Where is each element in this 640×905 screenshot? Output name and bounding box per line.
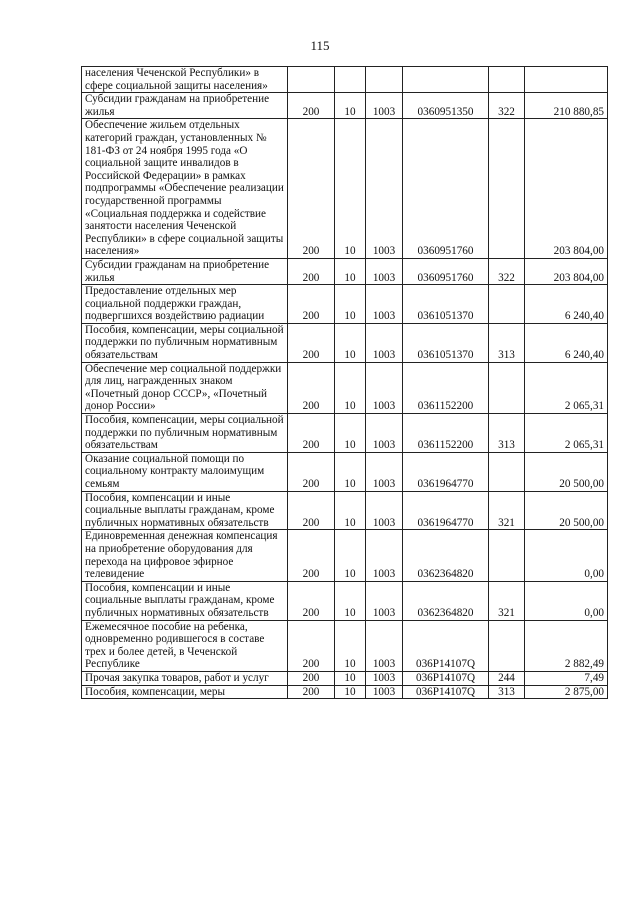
amount-cell: 2 065,31 [525,414,608,453]
expense-type-cell [489,530,525,581]
admin-code-cell: 200 [288,258,335,284]
section-code-cell: 10 [335,323,366,362]
subsection-code-cell: 1003 [366,620,403,671]
amount-cell: 6 240,40 [525,323,608,362]
expense-name-cell: Субсидии гражданам на приобретение жилья [82,93,288,119]
amount-cell [525,67,608,93]
expense-name-cell: Единовременная денежная компенсация на приобретение оборудования для перехода на цифровое эфирное телевидение [82,530,288,581]
subsection-code-cell: 1003 [366,285,403,324]
subsection-code-cell: 1003 [366,452,403,491]
admin-code-cell: 200 [288,323,335,362]
table-row [82,323,608,362]
amount-cell: 203 804,00 [525,119,608,259]
table-row [82,67,608,93]
expense-name-cell: Субсидии гражданам на приобретение жилья [82,258,288,284]
section-code-cell: 10 [335,414,366,453]
target-article-cell: 0361051370 [403,323,489,362]
target-article-cell: 0361964770 [403,491,489,530]
table-row [82,452,608,491]
target-article-cell: 0361051370 [403,285,489,324]
amount-cell: 0,00 [525,581,608,620]
table-row [82,285,608,324]
table-row [82,685,608,699]
expense-name-cell: Пособия, компенсации, меры социальной поддержки по публичным нормативным обязательствам [82,414,288,453]
expense-type-cell: 321 [489,491,525,530]
amount-cell: 7,49 [525,671,608,685]
admin-code-cell: 200 [288,620,335,671]
admin-code-cell: 200 [288,581,335,620]
target-article-cell: 0360951350 [403,93,489,119]
table-row [82,620,608,671]
admin-code-cell: 200 [288,414,335,453]
admin-code-cell: 200 [288,671,335,685]
target-article-cell: 036P14107Q [403,685,489,699]
target-article-cell: 036P14107Q [403,620,489,671]
expense-name-cell: Пособия, компенсации, меры [82,685,288,699]
expense-type-cell [489,452,525,491]
table-row [82,362,608,413]
expense-name-cell: Пособия, компенсации, меры социальной поддержки по публичным нормативным обязательствам [82,323,288,362]
expense-name-cell: Обеспечение мер социальной поддержки для лиц, награжденных знаком «Почетный донор СССР», «Почетный донор России» [82,362,288,413]
expense-name-cell: Пособия, компенсации и иные социальные выплаты гражданам, кроме публичных нормативных обязательств [82,491,288,530]
section-code-cell: 10 [335,362,366,413]
amount-cell: 2 882,49 [525,620,608,671]
target-article-cell: 036P14107Q [403,671,489,685]
amount-cell: 0,00 [525,530,608,581]
subsection-code-cell: 1003 [366,93,403,119]
admin-code-cell: 200 [288,530,335,581]
section-code-cell: 10 [335,671,366,685]
section-code-cell: 10 [335,620,366,671]
expense-name-cell: Оказание социальной помощи по социальному контракту малоимущим семьям [82,452,288,491]
amount-cell: 20 500,00 [525,491,608,530]
budget-table [81,66,608,699]
subsection-code-cell: 1003 [366,671,403,685]
admin-code-cell: 200 [288,119,335,259]
expense-type-cell: 313 [489,323,525,362]
section-code-cell: 10 [335,581,366,620]
expense-type-cell: 313 [489,414,525,453]
section-code-cell: 10 [335,258,366,284]
expense-name-cell: населения Чеченской Республики» в сфере социальной защиты населения» [82,67,288,93]
expense-name-cell: Прочая закупка товаров, работ и услуг [82,671,288,685]
section-code-cell [335,67,366,93]
section-code-cell: 10 [335,530,366,581]
section-code-cell: 10 [335,93,366,119]
expense-type-cell [489,620,525,671]
admin-code-cell: 200 [288,685,335,699]
subsection-code-cell [366,67,403,93]
section-code-cell: 10 [335,119,366,259]
subsection-code-cell: 1003 [366,119,403,259]
table-row [82,491,608,530]
expense-name-cell: Пособия, компенсации и иные социальные выплаты гражданам, кроме публичных нормативных обязательств [82,581,288,620]
target-article-cell: 0360951760 [403,258,489,284]
section-code-cell: 10 [335,685,366,699]
subsection-code-cell: 1003 [366,362,403,413]
table-body [82,67,608,699]
amount-cell: 2 065,31 [525,362,608,413]
table-row [82,119,608,259]
amount-cell: 2 875,00 [525,685,608,699]
section-code-cell: 10 [335,285,366,324]
target-article-cell: 0361964770 [403,452,489,491]
expense-name-cell: Ежемесячное пособие на ребенка, одновременно родившегося в составе трех и более детей, в Чеченской Республике [82,620,288,671]
expense-type-cell [489,119,525,259]
subsection-code-cell: 1003 [366,685,403,699]
target-article-cell: 0361152200 [403,414,489,453]
admin-code-cell: 200 [288,452,335,491]
section-code-cell: 10 [335,452,366,491]
amount-cell: 6 240,40 [525,285,608,324]
table-row [82,93,608,119]
expense-type-cell [489,67,525,93]
table-row [82,530,608,581]
table-row [82,414,608,453]
target-article-cell: 0362364820 [403,581,489,620]
expense-type-cell: 313 [489,685,525,699]
subsection-code-cell: 1003 [366,414,403,453]
amount-cell: 20 500,00 [525,452,608,491]
expense-type-cell [489,285,525,324]
subsection-code-cell: 1003 [366,258,403,284]
table-row [82,581,608,620]
expense-type-cell: 322 [489,93,525,119]
target-article-cell: 0360951760 [403,119,489,259]
amount-cell: 210 880,85 [525,93,608,119]
admin-code-cell [288,67,335,93]
admin-code-cell: 200 [288,93,335,119]
subsection-code-cell: 1003 [366,530,403,581]
section-code-cell: 10 [335,491,366,530]
target-article-cell: 0361152200 [403,362,489,413]
target-article-cell: 0362364820 [403,530,489,581]
table-row [82,671,608,685]
admin-code-cell: 200 [288,491,335,530]
expense-type-cell: 321 [489,581,525,620]
amount-cell: 203 804,00 [525,258,608,284]
subsection-code-cell: 1003 [366,581,403,620]
expense-name-cell: Обеспечение жильем отдельных категорий граждан, установленных № 181-ФЗ от 24 ноября 1995 года «О социальной защите инвалидов в Российской Федерации» в рамках подпрограммы «Обеспечение реализации государственной программы «Социальная поддержка и содействие занятости населения Чеченской Республики» в сфере социальной защиты населения» [82,119,288,259]
target-article-cell [403,67,489,93]
expense-type-cell: 244 [489,671,525,685]
subsection-code-cell: 1003 [366,491,403,530]
page-number: 115 [310,38,330,53]
subsection-code-cell: 1003 [366,323,403,362]
table-row [82,258,608,284]
expense-name-cell: Предоставление отдельных мер социальной поддержки граждан, подвергшихся воздействию радиации [82,285,288,324]
expense-type-cell [489,362,525,413]
expense-type-cell: 322 [489,258,525,284]
admin-code-cell: 200 [288,285,335,324]
admin-code-cell: 200 [288,362,335,413]
